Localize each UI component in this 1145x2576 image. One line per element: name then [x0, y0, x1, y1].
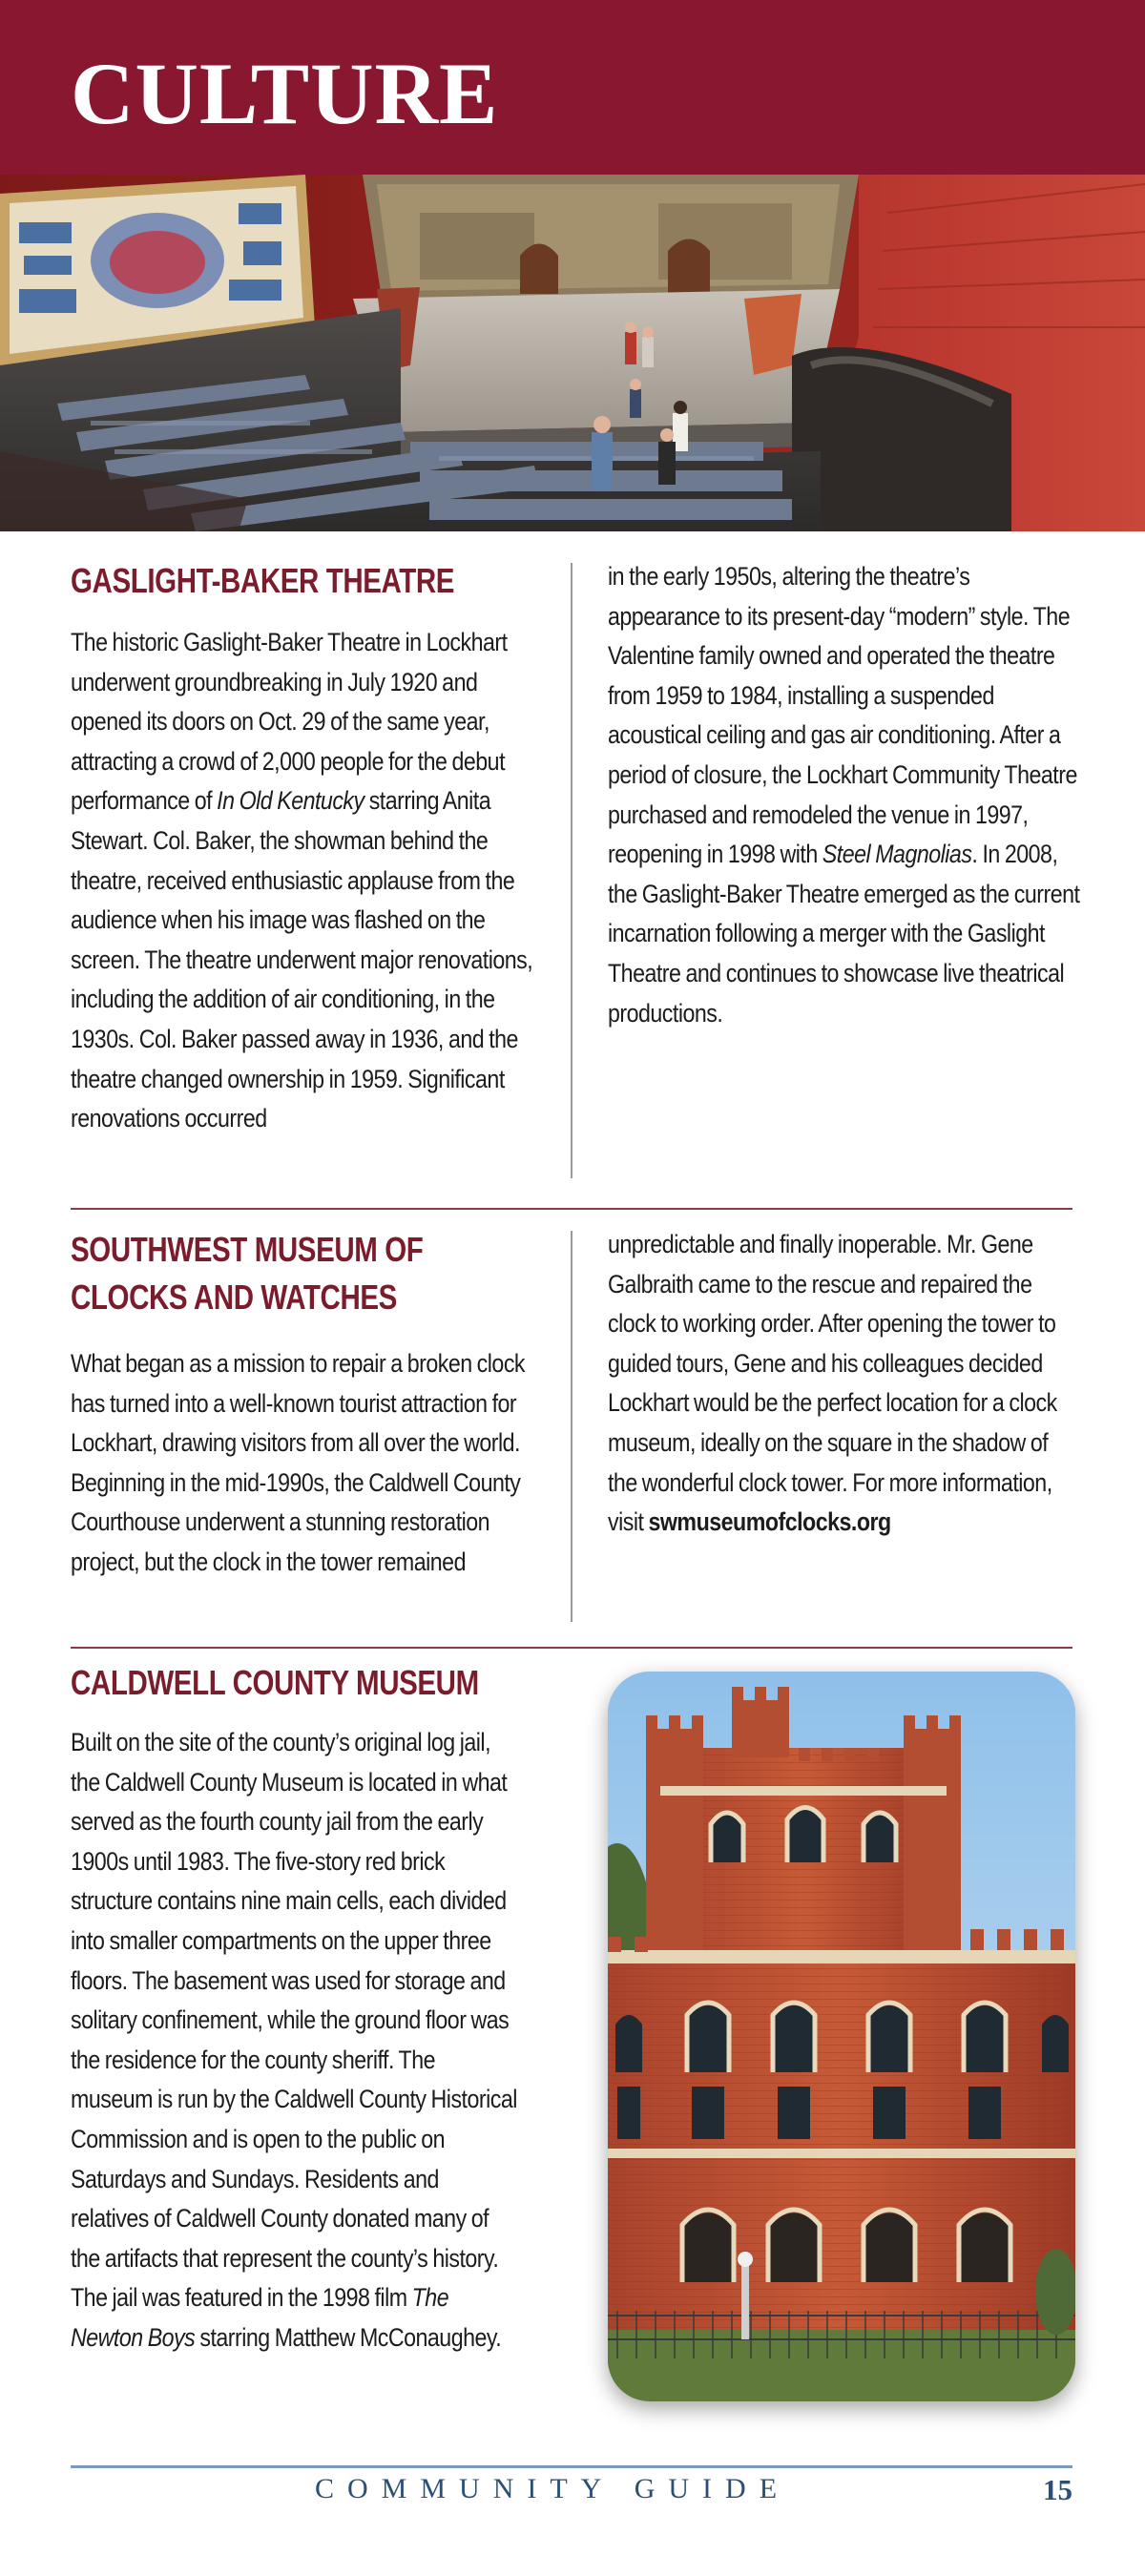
caldwell-jail-photo: [608, 1672, 1075, 2401]
header-band: [0, 0, 1145, 175]
clocks-title-line-2: CLOCKS AND WATCHES: [71, 1278, 397, 1317]
clocks-column-2-text: unpredictable and finally inoperable. Mr. Gene Galbraith came to the rescue and repaired the clock to working order. After opening the tower to guided tours, Gene and his colleagues decided Lockhart would be the perfect location for a clock museum, ideally on the square in the shadow of the wonderful clock tower. For more information, visit: [608, 1230, 1057, 1537]
gaslight-title: GASLIGHT-BAKER THEATRE: [71, 561, 455, 600]
clocks-website-link[interactable]: swmuseumofclocks.org: [648, 1507, 891, 1537]
clocks-title: [71, 1226, 423, 1321]
caldwell-title: CALDWELL COUNTY MUSEUM: [71, 1663, 479, 1702]
caldwell-text-run: Built on the site of the county’s original log jail, the Caldwell County Museum is located in what served as the fourth county jail from the early 1900s until 1983. The five-story red brick structure contains nine main cells, each divided into smaller compartments on the upper three floors. The basement was used for storage and solitary confinement, while the ground floor was the residence for the county sheriff. The museum is run by the Caldwell County Historical Commission and is open to the public on Saturdays and Sundays. Residents and relatives of Caldwell County donated many of the artifacts that represent the county’s history. The jail was featured in the 1998 film: [71, 1728, 517, 2313]
page-title: CULTURE: [71, 45, 499, 142]
page-number: 15: [1043, 2473, 1072, 2506]
gaslight-title-italic: In Old Kentucky: [217, 786, 364, 816]
gaslight-column-2: [608, 557, 1080, 1033]
footer-rule: [71, 2465, 1072, 2468]
caldwell-text-run: starring Matthew McConaughey.: [195, 2322, 502, 2352]
section-divider: [71, 1208, 1072, 1210]
column-divider: [571, 563, 572, 1178]
clocks-title-line-1: SOUTHWEST MUSEUM OF: [71, 1230, 424, 1269]
footer-label: COMMUNITY GUIDE: [315, 2473, 791, 2504]
gaslight-text-run: starring Anita Stewart. Col. Baker, the showman behind the theatre, received enthusiastic applause from the audience when his image was flashed on the screen. The theatre underwent major renovations, including the addition of air conditioning, in the 1930s. Col. Baker passed away in 1936, and the theatre changed ownership in 1959. Significant renovations occurred: [71, 786, 533, 1133]
column-divider: [571, 1231, 572, 1622]
gaslight-title-italic: Steel Magnolias: [822, 840, 972, 869]
theatre-interior-photo: [0, 175, 1145, 531]
caldwell-body: [71, 1723, 518, 2358]
caldwell-title-italic: The Newton Boys: [71, 2283, 449, 2352]
gaslight-text-run: The historic Gaslight-Baker Theatre in Lockhart underwent groundbreaking in July 1920 and opened its doors on Oct. 29 of the same year, attracting a crowd of 2,000 people for the debut performance of: [71, 628, 508, 816]
clocks-text-run: What began as a mission to repair a broken clock has turned into a well-known tourist attraction for Lockhart, drawing visitors from all over the world. Beginning in the mid-1990s, the Caldwell County Courthouse underwent a stunning restoration project, but the clock in the tower remained: [71, 1349, 526, 1576]
clocks-column-2: [608, 1225, 1080, 1543]
gaslight-column-1: [71, 623, 543, 1139]
section-divider: [71, 1647, 1072, 1649]
clocks-column-1: [71, 1344, 543, 1583]
gaslight-text-run: in the early 1950s, altering the theatre’s appearance to its present-day “modern” style. The Valentine family owned and operated the theatre from 1959 to 1984, installing a suspended acoustical ceiling and gas air conditioning. After a period of closure, the Lockhart Community Theatre purchased and remodeled the venue in 1997, reopening in 1998 with: [608, 562, 1077, 869]
gaslight-text-run: . In 2008, the Gaslight-Baker Theatre emerged as the current incarnation following a merger with the Gaslight Theatre and continues to showcase live theatrical productions.: [608, 840, 1080, 1028]
